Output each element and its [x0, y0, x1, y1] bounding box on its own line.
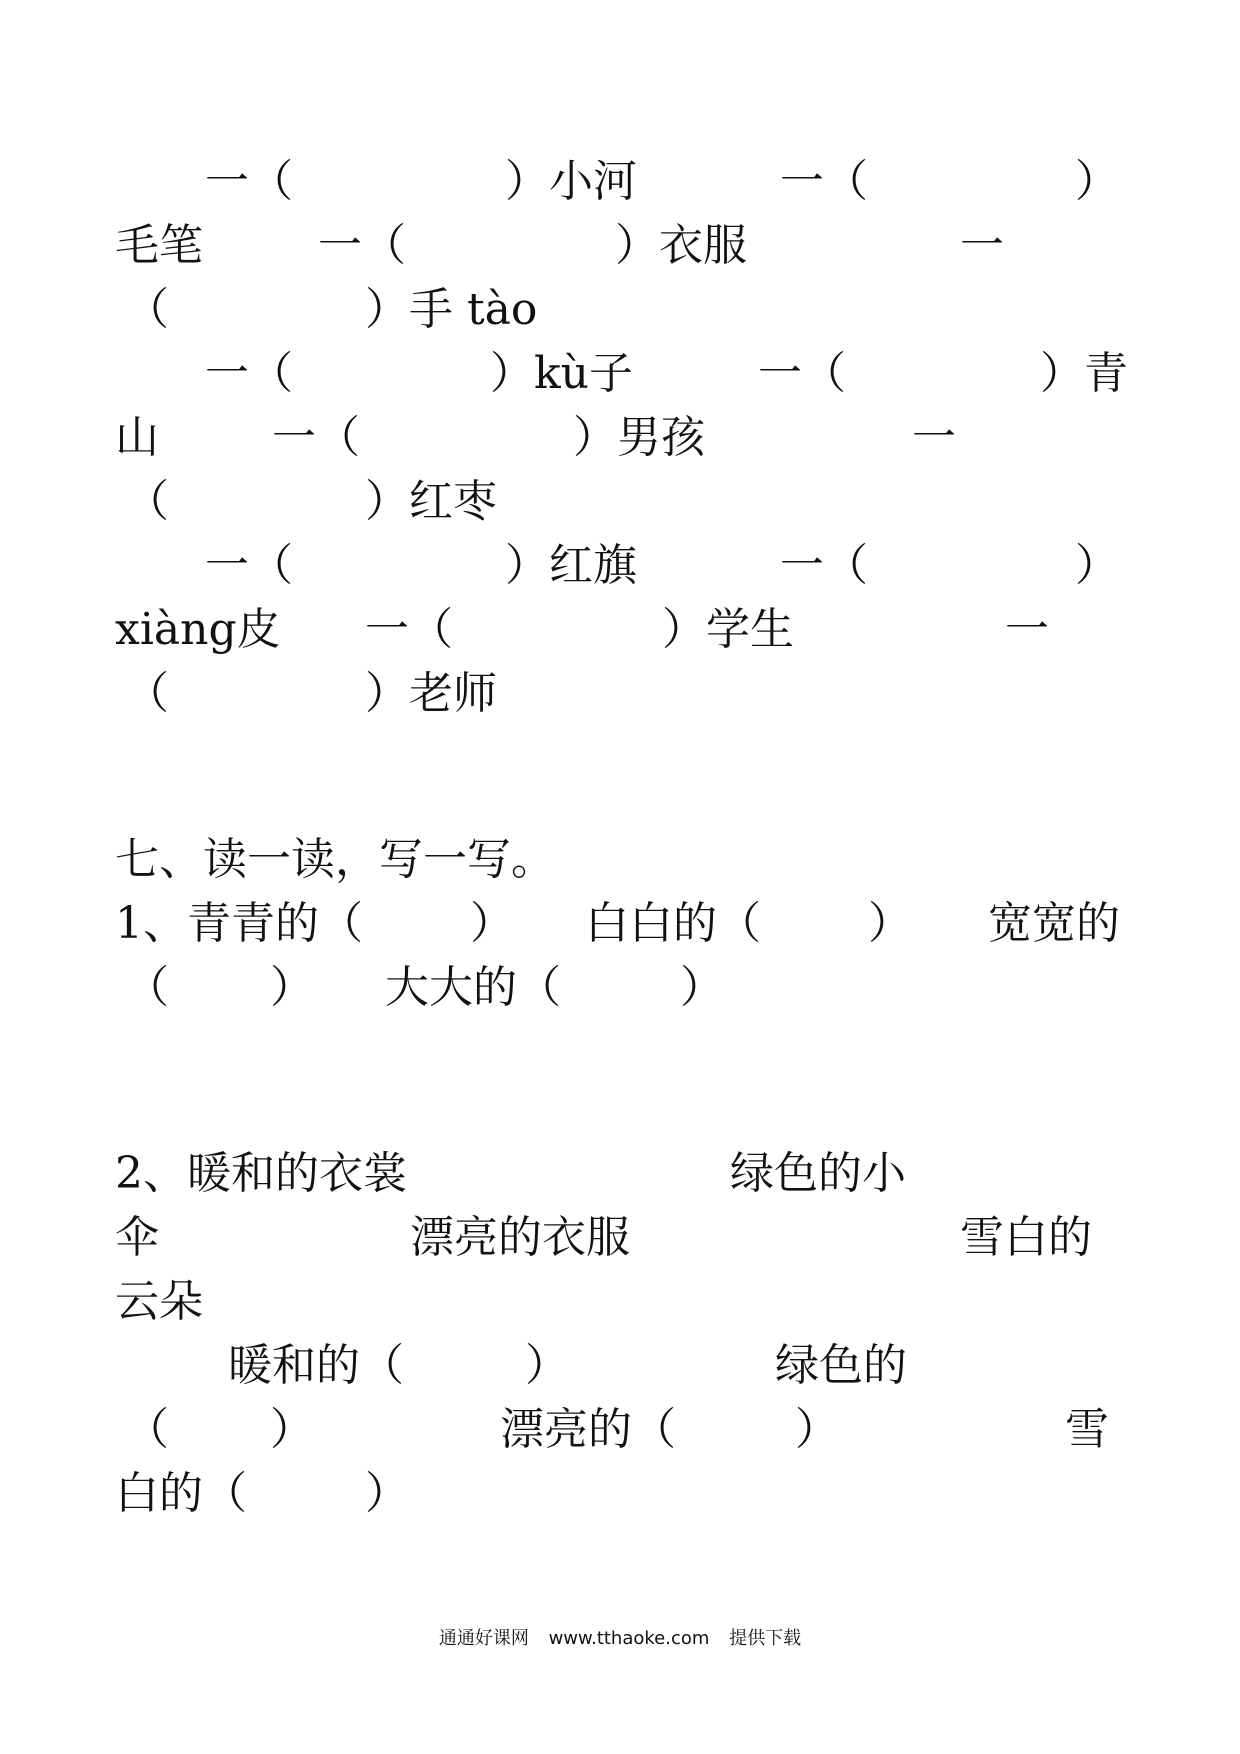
- text: 漂亮的衣服: [410, 1212, 630, 1263]
- section-heading: 七、读一读，写一写。: [115, 834, 555, 885]
- measure-word-row-7: [0, 536, 1240, 596]
- text: 一（: [365, 604, 453, 655]
- text: 雪白的: [960, 1212, 1092, 1263]
- text: ）男孩: [573, 412, 705, 463]
- text: 白白的（: [585, 898, 761, 949]
- text: 一: [912, 412, 956, 463]
- text: ）: [525, 1340, 569, 1391]
- text: ）衣服: [615, 220, 747, 271]
- text: 绿色的小: [730, 1148, 906, 1199]
- text: 毛笔: [115, 220, 203, 271]
- text: 一（: [205, 540, 293, 591]
- text: （: [125, 962, 169, 1013]
- question-2-row-1: [0, 1144, 1240, 1204]
- question-1-row-1: [0, 894, 1240, 954]
- footer: [0, 1626, 1240, 1652]
- text: 一: [1005, 604, 1049, 655]
- footer-suffix: 提供下载: [729, 1628, 802, 1649]
- text: 一（: [758, 348, 846, 399]
- footer-site-name: 通通好课网: [438, 1628, 529, 1649]
- text: ）: [470, 898, 514, 949]
- text: ）: [795, 1404, 839, 1455]
- question-2-row-6: [0, 1464, 1240, 1524]
- text: 1、青青的（: [115, 898, 363, 949]
- question-2-row-4: [0, 1336, 1240, 1396]
- text: （: [125, 1404, 169, 1455]
- text: 2、暖和的衣裳: [115, 1148, 407, 1199]
- text: 一: [960, 220, 1004, 271]
- text: 一（: [205, 348, 293, 399]
- question-2-row-3: [0, 1272, 1240, 1332]
- text: ）学生: [662, 604, 794, 655]
- text: 漂亮的（: [500, 1404, 676, 1455]
- text: ）红枣: [365, 476, 497, 527]
- measure-word-row-5: [0, 408, 1240, 468]
- measure-word-row-4: [0, 344, 1240, 404]
- text: 宽宽的: [988, 898, 1120, 949]
- text: 一（: [272, 412, 360, 463]
- text: ）: [365, 1468, 409, 1519]
- text: （: [125, 668, 169, 719]
- text: 山: [115, 412, 159, 463]
- text: 大大的（: [385, 962, 561, 1013]
- text: ）kù子: [490, 348, 633, 399]
- text: ）: [680, 962, 724, 1013]
- text: （: [125, 476, 169, 527]
- measure-word-row-8: [0, 600, 1240, 660]
- text: 雪: [1065, 1404, 1109, 1455]
- text: 一（: [318, 220, 406, 271]
- text: 白的（: [115, 1468, 247, 1519]
- text: （: [125, 284, 169, 335]
- question-2-row-5: [0, 1400, 1240, 1460]
- text: ）: [270, 962, 314, 1013]
- text: 暖和的（: [228, 1340, 404, 1391]
- text: 一（: [205, 156, 293, 207]
- text: ）: [1075, 156, 1119, 207]
- measure-word-row-3: [0, 280, 1240, 340]
- section-7-heading: [0, 830, 1240, 890]
- measure-word-row-9: [0, 664, 1240, 724]
- text: xiàng皮: [115, 604, 281, 655]
- text: ）老师: [365, 668, 497, 719]
- measure-word-row-1: [0, 152, 1240, 212]
- question-1-row-2: [0, 958, 1240, 1018]
- text: ）小河: [505, 156, 637, 207]
- text: 一（: [780, 540, 868, 591]
- text: 云朵: [115, 1276, 203, 1327]
- text: ）手 tào: [365, 284, 538, 335]
- text: ）: [1075, 540, 1119, 591]
- text: ）: [868, 898, 912, 949]
- text: ）: [270, 1404, 314, 1455]
- text: ）青: [1040, 348, 1128, 399]
- text: ）红旗: [505, 540, 637, 591]
- measure-word-row-6: [0, 472, 1240, 532]
- text: 一（: [780, 156, 868, 207]
- question-2-row-2: [0, 1208, 1240, 1268]
- text: 伞: [115, 1212, 159, 1263]
- text: 绿色的: [775, 1340, 907, 1391]
- footer-url-link[interactable]: www.tthaoke.com: [548, 1628, 710, 1649]
- measure-word-row-2: [0, 216, 1240, 276]
